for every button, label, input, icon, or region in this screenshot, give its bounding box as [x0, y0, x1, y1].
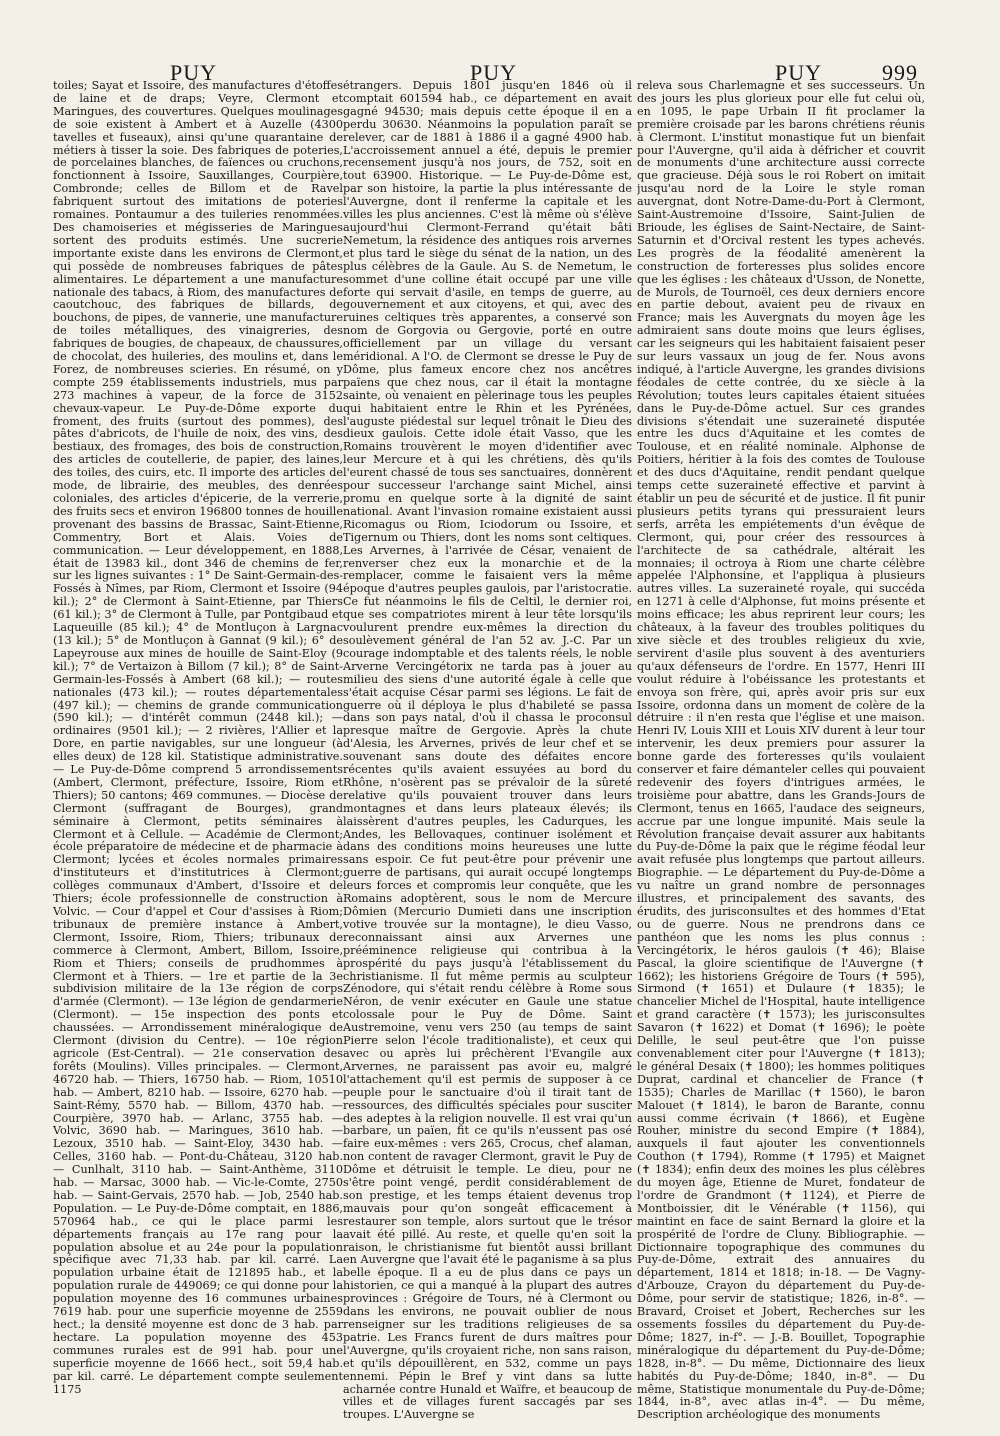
running-head-right: PUY: [775, 60, 823, 85]
column-3-text: releva sous Charlemagne et ses successeurs. Un des jours les plus glorieux pour elle fut celui où, en 1095, le pape Urbain II fit proclamer la première croisade par les barons chrétiens réunis à Clermont. L'institut monastique fut un bienfait pour l'Auvergne, qu'il aida à défricher et couvrit de monuments d'une architecture aussi correcte que gracieuse. Déjà sous le roi Robert on imitait jusqu'au nord de la Loire le style roman auvergnat, dont Notre-Dame-du-Port à Clermont, Saint-Austremoine d'Issoire, Saint-Julien de Brioude, les églises de Saint-Nectaire, de Saint-Saturnin et d'Orcival restent les types achevés. Les progrès de la féodalité amenèrent la construction de forteresses plus solides encore que les églises : les châteaux d'Usson, de Nonette, de Murols, de Tournoël, ces deux derniers encore en partie debout, avaient peu de rivaux en France; mais les Auvergnats du moyen âge les admiraient sans doute moins que leurs églises, car les seigneurs qui les habitaient faisaient peser sur leurs vassaux un joug de fer. Nous avons indiqué, à l'article Auvergne, les grandes divisions féodales de cette contrée, du xe siècle à la Révolution; toutes leurs capitales étaient situées dans le Puy-de-Dôme actuel. Sur ces grandes divisions s'étendait une suzeraineté disputée entre les ducs d'Aquitaine et les comtes de Toulouse, et en réalité nominale. Alphonse de Poitiers, héritier à la fois des comtes de Toulouse et des ducs d'Aquitaine, rendit pendant quelque temps cette suzeraineté effective et parvint à établir un peu de sécurité et de justice. Il fit punir plusieurs petits tyrans qui pressuraient leurs serfs, arrêta les empiétements d'un évêque de Clermont, qui, pour créer des ressources à l'architecte de sa cathédrale, altérait les monnaies; il octroya à Riom une charte célèbre appelée l'Alphonsine, et l'appliqua à plusieurs autres villes. La suzeraineté royale, qui succéda en 1271 à celle d'Alphonse, fut moins présente et moins efficace; les abus reprirent leur cours; les châteaux, à la faveur des troubles politiques du xive siècle et des troubles religieux du xvie, servirent d'asile plus souvent à des aventuriers qu'aux défenseurs de l'ordre. En 1577, Henri III voulut réduire à l'obéissance les protestants et envoya son frère, qui, après avoir pris sur eux Issoire, ordonna dans un moment de colère de la détruire : il n'en resta que l'église et une maison. Henri IV, Louis XIII et Louis XIV durent à leur tour intervenir, les deux premiers pour assurer la bonne garde des forteresses qu'ils voulaient conserver et faire démanteler celles qui pouvaient redevenir des foyers d'intrigues armées, le troisième pour abattre, dans les Grands-Jours de Clermont, tenus en 1665, l'audace des seigneurs, accrue par une longue impunité. Mais seule la Révolution française devait assurer aux habitants du Puy-de-Dôme la paix que le régime féodal leur avait refusée plus longtemps que partout ailleurs. Biographie. — Le département du Puy-de-Dôme a vu naître un grand nombre de personnages illustres, et principalement des savants, des érudits, des jurisconsultes et des hommes d'Etat ou de guerre. Nous ne prendrons dans ce panthéon que les noms les plus connus : Vercingétorix, le héros gaulois (✝ 46); Blaise Pascal, la gloire scientifique de l'Auvergne (✝ 1662); les historiens Grégoire de Tours (✝ 595), Sirmond (✝ 1651) et Dulaure (✝ 1835); le chancelier Michel de l'Hospital, haute intelligence et grand caractère (✝ 1573); les jurisconsultes Savaron (✝ 1622) et Domat (✝ 1696); le poète Delille, le seul peut-être que l'on puisse convenablement citer pour l'Auvergne (✝ 1813); le général Desaix (✝ 1800); les hommes politiques Duprat, cardinal et chancelier de France (✝ 1535); Charles de Marillac (✝ 1560), le baron Malouet (✝ 1814), le baron de Barante, connu aussi comme écrivain (✝ 1866), et Eugène Rouher, ministre du second Empire (✝ 1884), auxquels il faut ajouter les conventionnels Couthon (✝ 1794), Romme (✝ 1795) et Maignet (✝ 1834); enfin deux des moines les plus célèbres du moyen âge, Etienne de Muret, fondateur de l'ordre de Grandmont (✝ 1124), et Pierre de Montboissier, dit le Vénérable (✝ 1156), qui maintint en face de saint Bernard la gloire et la prospérité de l'ordre de Cluny. Bibliographie. — Dictionnaire topographique des communes du Puy-de-Dôme, extrait des annuaires du département, 1814 et 1818; in-18. — De Vagny-d'Arbouze, Crayon du département du Puy-de-Dôme, pour servir de statistique; 1826, in-8°. — Bravard, Croiset et Jobert, Recherches sur les ossements fossiles du département du Puy-de-Dôme; 1827, in-f°. — J.-B. Bouillet, Topographie minéralogique du département du Puy-de-Dôme; 1828, in-8°. — Du même, Dictionnaire des lieux habités du Puy-de-Dôme; 1840, in-8°. — Du même, Statistique monumentale du Puy-de-Dôme; 1844, in-8°, avec atlas in-4°. — Du même, Description archéologique des monuments: [637, 80, 925, 1422]
running-head-center: PUY: [470, 60, 518, 85]
text-column-3: [637, 80, 925, 1422]
text-column-2: [343, 80, 632, 1422]
column-2-text: étrangers. Depuis 1801 jusqu'en 1846 où il comptait 601594 hab., ce département en avait gagné 94530; mais depuis cette époque il en a perdu 30630. Néanmoins la population paraît se relever, car de 1881 à 1886 il a gagné 4900 hab. L'accroissement annuel a été, depuis le premier recensement jusqu'à nos jours, de 752, soit en tout 63900. Historique. — Le Puy-de-Dôme est, par son histoire, la partie la plus intéressante de l'Auvergne, dont il renferme la capitale et les villes les plus anciennes. C'est là même où s'élève aujourd'hui Clermont-Ferrand qu'était bâti Nemetum, la résidence des antiques rois arvernes et plus tard le siège du sénat de la nation, un des plus célèbres de la Gaule. Au S. de Nemetum, le sommet d'une colline était occupé par une ville forte qui servait d'asile, en temps de guerre, au gouvernement et aux citoyens, et qui, avec des ruines celtiques très apparentes, a conservé son nom de Gorgovia ou Gergovie, porté en outre officiellement par un village du versant méridional. A l'O. de Clermont se dresse le Puy de Dôme, plus fameux encore chez nos ancêtres païens que chez nous, car il était la montagne sainte, où venaient en pèlerinage tous les peuples qui habitaient entre le Rhin et les Pyrénées, l'auguste piédestal sur lequel trônait le Dieu des dieux gaulois. Cette idole était Vasso, que les Romains trouvèrent le moyen d'identifier avec leur Mercure et à qui les chrétiens, dès qu'ils l'eurent chassé de tous ses sanctuaires, donnèrent pour successeur l'archange saint Michel, ainsi promu en quelque sorte à la dignité de saint national. Avant l'invasion romaine existaient aussi Ricomagus ou Riom, Iciodorum ou Issoire, et Tigernum ou Thiers, dont les noms sont celtiques. Les Arvernes, à l'arrivée de César, venaient de renverser chez eux la monarchie et de la remplacer, comme le faisaient vers la même époque d'autres peuples gaulois, par l'aristocratie. Ce fut néanmoins le fils de Celtil, le dernier roi, que ses compatriotes mirent à leur tête lorsqu'ils voulurent prendre eux-mêmes la direction du soulèvement général de l'an 52 av. J.-C. Par un courage indomptable et des talents réels, le noble Arverne Vercingétorix ne tarda pas à jouer au milieu des siens d'une autorité égale à celle que s'était acquise César parmi ses légions. Le fait de guerre où il déploya le plus d'habileté se passa dans son pays natal, d'où il chassa le proconsul presque maître de Gergovie. Après la chute d'Alesia, les Arvernes, privés de leur chef et se souvenant sans doute des défaites encore récentes qu'ils avaient essuyées au bord du Rhône, n'osèrent pas se prévaloir de la sûreté relative qu'ils pouvaient trouver dans leurs montagnes et dans leurs plateaux élevés; ils laissèrent d'autres peuples, les Cadurques, les Andes, les Bellovaques, continuer isolément et dans des conditions moins heureuses une lutte sans espoir. Ce fut peut-être pour prévenir une guerre de partisans, qui aurait occupé longtemps leurs forces et compromis leur conquête, que les Romains adoptèrent, sous le nom de Mercure Dômien (Mercurio Dumieti dans une inscription votive trouvée sur la montagne), le dieu Vasso, reconnaissant ainsi aux Arvernes une prééminence religieuse qui contribua à la prospérité du pays jusqu'à l'établissement du christianisme. Il fut même permis au sculpteur Zénodore, qui s'était rendu célèbre à Rome sous Néron, de venir exécuter en Gaule une statue colossale pour le Puy de Dôme. Saint Austremoine, venu vers 250 (au temps de saint Pierre selon l'école traditionaliste), et ceux qui avec ou après lui prêchèrent l'Evangile aux Arvernes, ne paraissent pas avoir eu, malgré l'attachement qu'il est permis de supposer à ce peuple pour le sanctuaire d'où il tirait tant de ressources, des difficultés spéciales pour susciter des adeptes à la religion nouvelle. Il est vrai qu'un barbare, un païen, fit ce qu'ils n'eussent pas osé faire eux-mêmes : vers 265, Crocus, chef alaman, non content de ravager Clermont, gravit le Puy de Dôme et détruisit le temple. Le dieu, pour ne s'être point vengé, perdit considérablement de son prestige, et les temps étaient devenus trop mauvais pour qu'on songeât efficacement à restaurer son temple, alors surtout que le trésor avait été pillé. Au reste, et quelle qu'en soit la raison, le christianisme fut bientôt aussi brillant en Auvergne que l'avait été le paganisme à sa plus belle époque. Il a eu de plus dans ce pays un historien, ce qui a manqué à la plupart des autres provinces : Grégoire de Tours, né à Clermont ou dans les environs, ne pouvait oublier de nous renseigner sur les traditions religieuses de sa patrie. Les Francs furent de durs maîtres pour l'Auvergne, qu'ils croyaient riche, non sans raison, et qu'ils dépouillèrent, en 532, comme un pays ennemi. Pépin le Bref y vint dans sa lutte acharnée contre Hunald et Waïfre, et beaucoup de villes et de villages furent saccagés par ses troupes. L'Auvergne se: [343, 80, 632, 1422]
text-column-1: [53, 80, 343, 1396]
column-1-text: toiles; Sayat et Issoire, des manufactures d'étoffes de laine et de draps; Veyre, Clermont et Maringues, des couvertures. Quelques moulinages de soie existent à Ambert et à Auzelle (4300 tavelles et fuseaux), ainsi qu'une quarantaine de métiers à tisser la soie. Des fabriques de poteries, de porcelaines blanches, de faïences ou cruchons, fonctionnent à Issoire, Sauxillanges, Courpière, Combronde; celles de Billom et de Ravel fabriquent surtout des imitations de poteries romaines. Pontaumur a des tuileries renommées. Des chamoiseries et mégisseries de Maringues sortent des produits estimés. Une sucrerie importante existe dans les environs de Clermont, qui possède de nombreuses fabriques de pâtes alimentaires. Le département a une manufacture nationale des tabacs, à Riom, des manufactures de caoutchouc, des fabriques de billards, de bouchons, de pipes, de vannerie, une manufacture de toiles métalliques, des vinaigreries, des fabriques de bougies, de chapeaux, de chaussures, de chocolat, des huileries, des moulins et, dans le Forez, de nombreuses scieries. En résumé, on y compte 259 établissements industriels, mus par 273 machines à vapeur, de la force de 3152 chevaux-vapeur. Le Puy-de-Dôme exporte du froment, des fruits (surtout des pommes), des pâtes d'abricots, de l'huile de noix, des vins, des bestiaux, des fromages, des bois de construction, des articles de coutellerie, de papier, des laines, des toiles, des cuirs, etc. Il importe des articles de mode, de librairie, des meubles, des denrées coloniales, des articles d'épicerie, de la verrerie, des fruits secs et environ 196800 tonnes de houille provenant des bassins de Brassac, Saint-Etienne, Commentry, Bort et Alais. Voies de communication. — Leur développement, en 1888, était de 13983 kil., dont 346 de chemins de fer, sur les lignes suivantes : 1° De Saint-Germain-des-Fossés à Nîmes, par Riom, Clermont et Issoire (94 kil.); 2° de Clermont à Saint-Etienne, par Thiers (61 kil.); 3° de Clermont à Tulle, par Pontgibaud et Laqueuille (85 kil.); 4° de Montluçon à Largnac (13 kil.); 5° de Montluçon à Gannat (9 kil.); 6° de Lapeyrouse aux mines de houille de Saint-Eloy (9 kil.); 7° de Vertaizon à Billom (7 kil.); 8° de Saint-Germain-les-Fossés à Ambert (68 kil.); — routes nationales (473 kil.); — routes départementales (497 kil.); — chemins de grande communication (590 kil.); — d'intérêt commun (2448 kil.); — ordinaires (9501 kil.); — 2 rivières, l'Allier et la Dore, en partie navigables, sur une longueur (à elles deux) de 128 kil. Statistique administrative. — Le Puy-de-Dôme comprend 5 arrondissements (Ambert, Clermont, préfecture, Issoire, Riom et Thiers); 50 cantons; 469 communes. — Diocèse de Clermont (suffragant de Bourges), grand séminaire à Clermont, petits séminaires à Clermont et à Cellule. — Académie de Clermont; école préparatoire de médecine et de pharmacie à Clermont; lycées et écoles normales primaires d'instituteurs et d'institutrices à Clermont; collèges communaux d'Ambert, d'Issoire et de Thiers; école professionnelle de construction à Volvic. — Cour d'appel et Cour d'assises à Riom; tribunaux de première instance à Ambert, Clermont, Issoire, Riom, Thiers; tribunaux de commerce à Clermont, Ambert, Billom, Issoire, Riom et Thiers; conseils de prudhommes à Clermont et à Thiers. — 1re et partie de la 3e subdivision militaire de la 13e région de corps d'armée (Clermont). — 13e légion de gendarmerie (Clermont). — 15e inspection des ponts et chaussées. — Arrondissement minéralogique de Clermont (division du Centre). — 10e région agricole (Est-Central). — 21e conservation des forêts (Moulins). Villes principales. — Clermont, 46720 hab. — Thiers, 16750 hab. — Riom, 10510 hab. — Ambert, 8210 hab. — Issoire, 6270 hab. — Saint-Rémy, 5570 hab. — Billom, 4370 hab. — Courpière, 3970 hab. — Arlanc, 3755 hab. — Volvic, 3690 hab. — Maringues, 3610 hab. — Lezoux, 3510 hab. — Saint-Eloy, 3430 hab. — Celles, 3160 hab. — Pont-du-Château, 3120 hab. — Cunlhalt, 3110 hab. — Saint-Anthème, 3110 hab. — Marsac, 3000 hab. — Vic-le-Comte, 2750 hab. — Saint-Gervais, 2570 hab. — Job, 2540 hab. Population. — Le Puy-de-Dôme comptait, en 1886, 570964 hab., ce qui le place parmi les départements français au 17e rang pour la population absolue et au 24e pour la population spécifique avec 71,33 hab. par kil. carré. La population urbaine était de 121895 hab., et la population rurale de 449069; ce qui donne pour la population moyenne des 16 communes urbaines 7619 hab. pour une superficie moyenne de 2559 hect.; la densité moyenne est donc de 3 hab. par hectare. La population moyenne des 453 communes rurales est de 991 hab. pour une superficie moyenne de 1666 hect., soit 59,4 hab. par kil. carré. Le département compte seulement 1175: [53, 80, 343, 1396]
running-head-left: PUY: [170, 60, 218, 85]
page-number: 999: [882, 60, 918, 85]
running-head: [0, 40, 1000, 85]
